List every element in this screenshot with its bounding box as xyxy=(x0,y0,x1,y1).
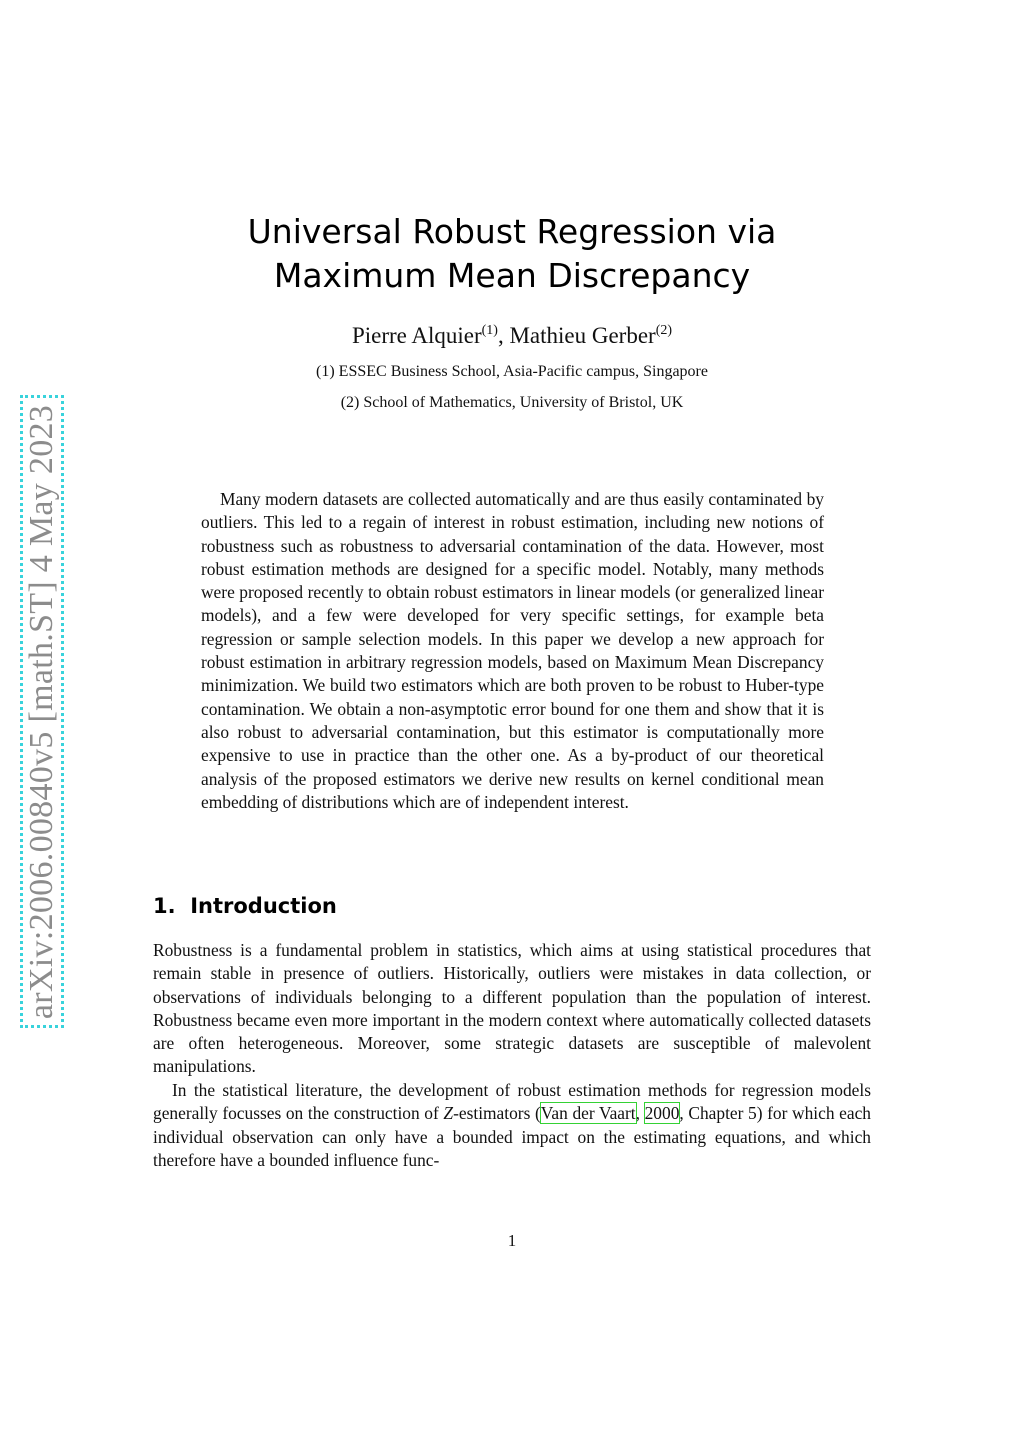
author-list xyxy=(150,321,874,351)
intro-paragraph-1: Robustness is a fundamental problem in statistics, which aims at using statistical procedures that remain stable in presence of outliers. Historically, outliers were mistakes in data collection, or observations of individuals belonging to a different population than the population of interest. Robustness became even more important in the modern context where automatically collected datasets are often heterogeneous. Moreover, some strategic datasets are susceptible of malevolent manipulations. xyxy=(153,940,871,1077)
section-number: 1. xyxy=(153,894,176,918)
paper-title xyxy=(150,210,874,298)
abstract: Many modern datasets are collected automatically and are thus easily contaminated by outliers. This led to a regain of interest in robust estimation, including new notions of robustness such as robustness to adversarial contamination of the data. However, most robust estimation methods are designed for a specific model. Notably, many methods were proposed recently to obtain robust estimators in linear models (or generalized linear models), and a few were developed for very specific settings, for example beta regression or sample selection models. In this paper we develop a new approach for robust estimation in arbitrary regression models, based on Maximum Mean Discrepancy minimization. We build two estimators which are both proven to be robust to Huber-type contamination. We obtain a non-asymptotic error bound for one them and show that it is also robust to adversarial contamination, but this estimator is computationally more expensive to use in practice than the other one. As a by-product of our theoretical analysis of the proposed estimators we derive new results on kernel conditional mean embedding of distributions which are of independent interest. xyxy=(201,489,824,812)
z-symbol: Z xyxy=(443,1103,454,1124)
paragraph-2-text-a: In the statistical literature, the development of robust estimation methods for regression models generally focusses on the construction of xyxy=(153,1080,871,1124)
affiliation-1: (1) ESSEC Business School, Asia-Pacific campus, Singapore xyxy=(316,363,708,380)
arxiv-identifier: arXiv:2006.00840v5 [math.ST] 4 May 2023 xyxy=(23,404,60,1019)
paragraph-2-text-b: -estimators ( xyxy=(453,1103,541,1124)
title-line-2: Maximum Mean Discrepancy xyxy=(273,256,751,295)
page-number: 1 xyxy=(507,1231,517,1250)
citation-van-der-vaart[interactable]: Van der Vaart xyxy=(540,1103,636,1124)
intro-paragraph-2 xyxy=(153,1079,871,1172)
section-title: Introduction xyxy=(190,894,337,918)
affiliation-mark-1: (1) xyxy=(481,323,498,338)
paragraph-2-text-c: , xyxy=(635,1103,645,1124)
author-alquier: Pierre Alquier xyxy=(351,323,482,348)
affiliation-2: (2) School of Mathematics, University of Bristol, UK xyxy=(340,394,684,411)
paragraph-2-text-d: , Chapter 5) for which each individual observation can only have a bounded impact on the estimating equations, and which therefore have a bounded influence func- xyxy=(153,1103,871,1170)
author-separator: , xyxy=(497,323,510,348)
title-line-1: Universal Robust Regression via xyxy=(247,212,777,251)
author-gerber: Mathieu Gerber xyxy=(509,323,656,348)
arxiv-side-stamp[interactable] xyxy=(20,395,64,1028)
section-heading-introduction xyxy=(153,892,337,920)
citation-year-2000[interactable]: 2000 xyxy=(644,1103,680,1124)
affiliation-mark-2: (2) xyxy=(655,323,673,338)
